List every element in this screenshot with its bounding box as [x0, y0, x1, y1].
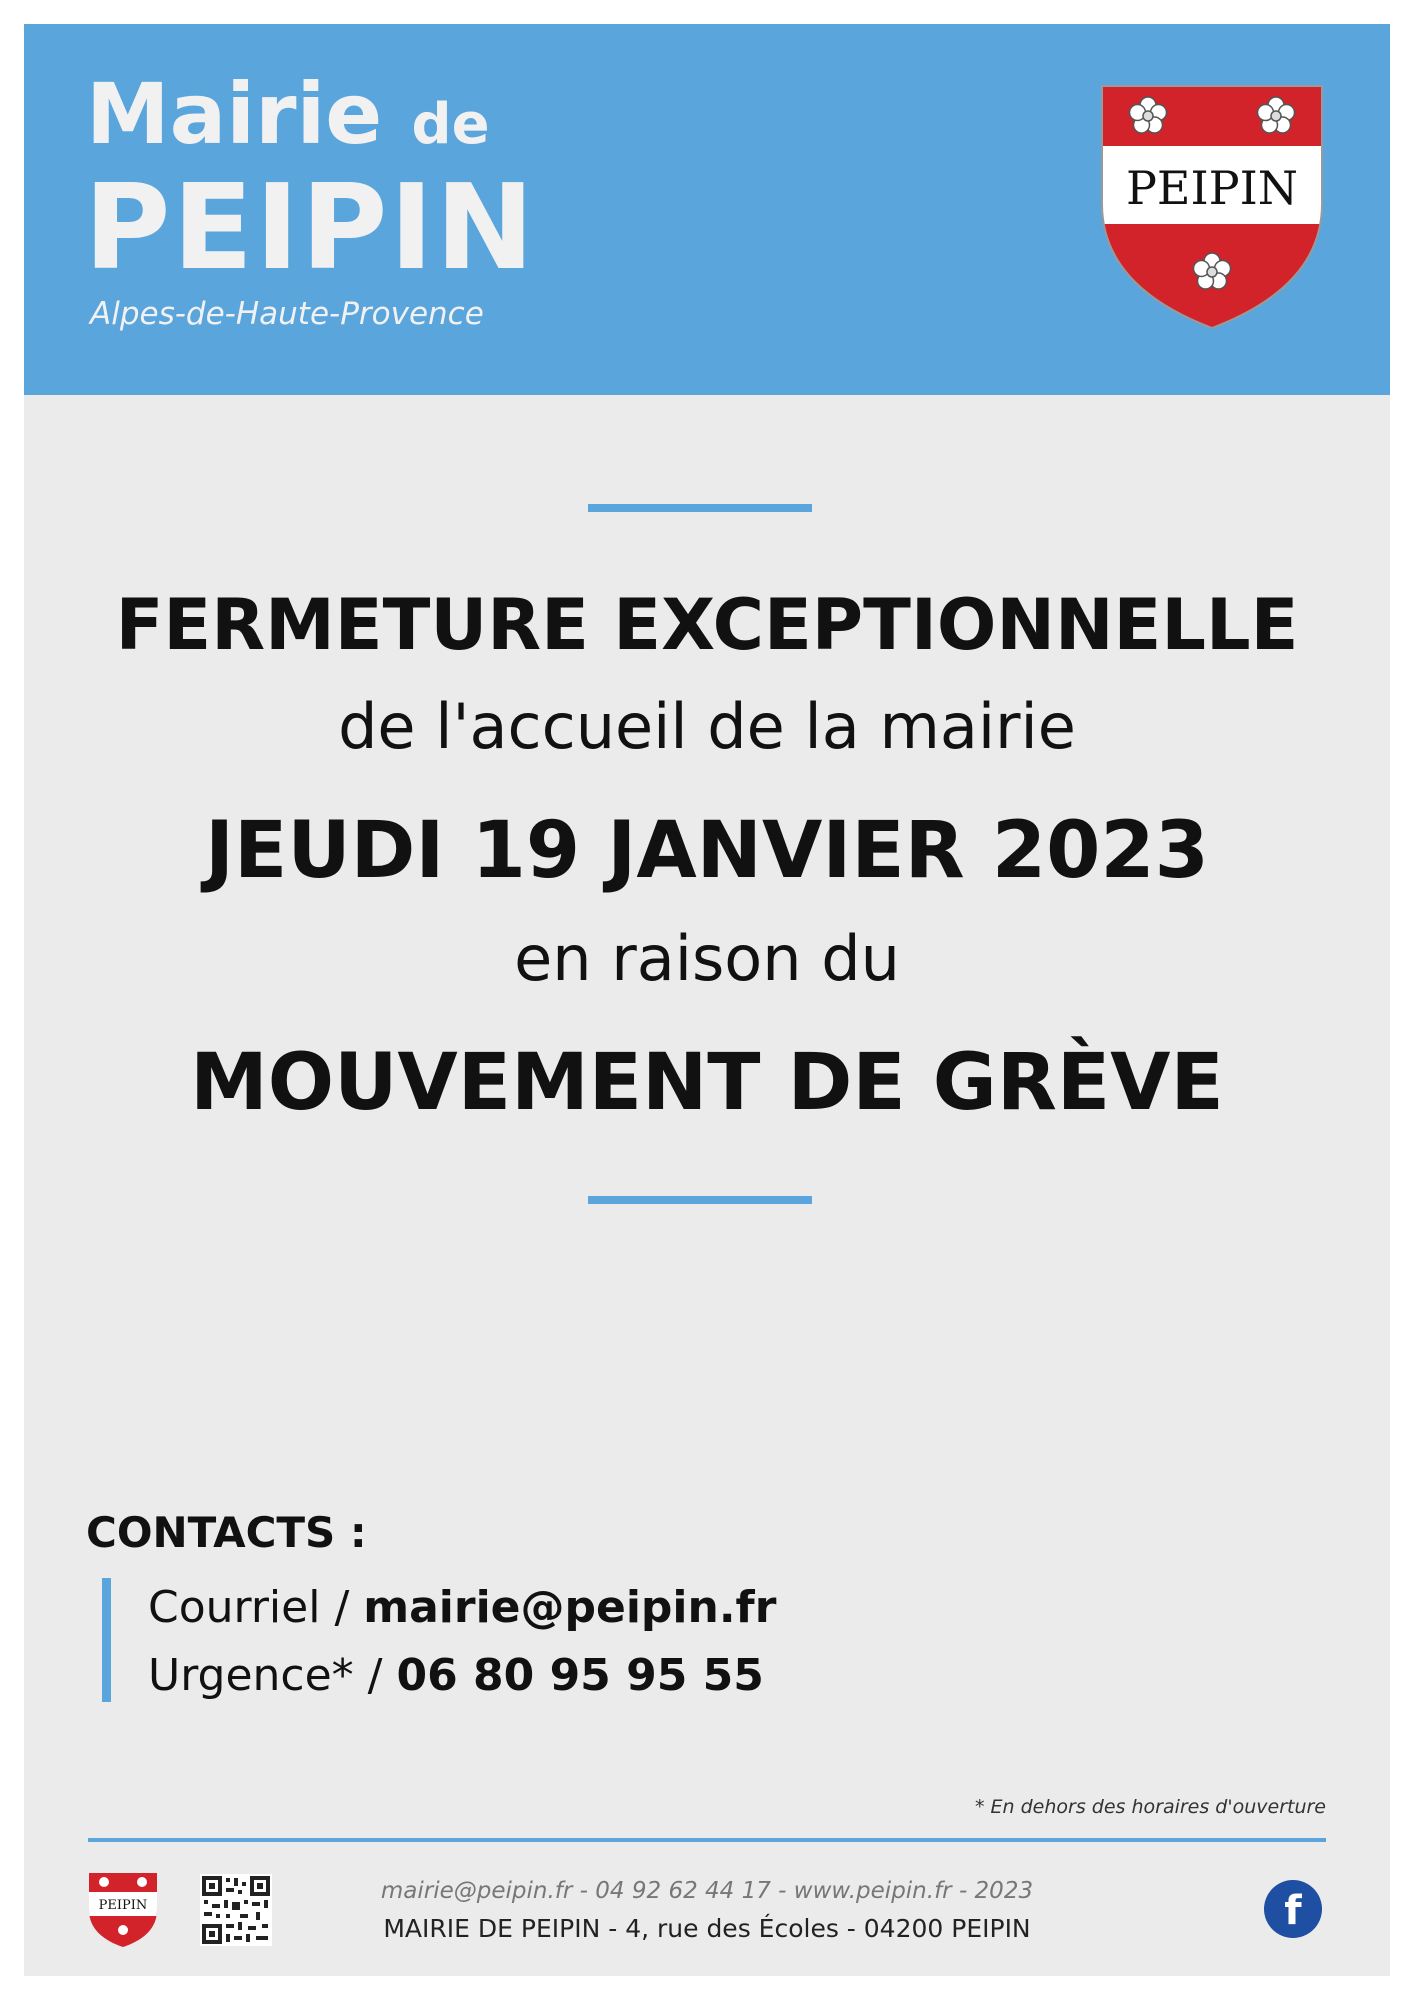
notice-heading: FERMETURE EXCEPTIONNELLE [115, 584, 1299, 666]
contact-email-row [148, 1582, 776, 1633]
contact-phone-number[interactable]: 06 80 95 95 55 [396, 1650, 764, 1701]
contact-phone-label: Urgence* / [148, 1650, 397, 1701]
brand-peipin: PEIPIN [84, 158, 537, 296]
notice-date: JEUDI 19 JANVIER 2023 [205, 806, 1209, 896]
notice-reason: MOUVEMENT DE GRÈVE [190, 1038, 1224, 1128]
brand-mairie [86, 65, 490, 163]
contact-email-label: Courriel / [148, 1582, 364, 1633]
footer-contact-line: mairie@peipin.fr - 04 92 62 44 17 - www.peipin.fr - 2023 [380, 1878, 1034, 1904]
contact-email-link[interactable]: mairie@peipin.fr [363, 1582, 777, 1633]
footer-divider [88, 1838, 1326, 1842]
divider-bottom [588, 1196, 812, 1204]
brand-de-word: de [411, 92, 490, 157]
contacts-accent-bar [102, 1578, 111, 1702]
facebook-icon[interactable]: f [1264, 1880, 1322, 1938]
notice-reason-intro: en raison du [514, 922, 900, 995]
contact-phone-row [148, 1650, 764, 1701]
footer-address-line: MAIRIE DE PEIPIN - 4, rue des Écoles - 04200 PEIPIN [383, 1914, 1031, 1943]
divider-top [588, 504, 812, 512]
coat-of-arms-icon [1100, 84, 1324, 330]
brand-mairie-word: Mairie [86, 65, 383, 163]
crest-text: PEIPIN [1125, 161, 1299, 215]
contacts-title: CONTACTS : [86, 1508, 367, 1557]
footnote: * En dehors des horaires d'ouverture [974, 1796, 1326, 1818]
footer-crest-text: PEIPIN [98, 1898, 148, 1913]
brand-subtitle: Alpes-de-Haute-Provence [90, 296, 484, 332]
notice-subject: de l'accueil de la mairie [338, 690, 1076, 763]
